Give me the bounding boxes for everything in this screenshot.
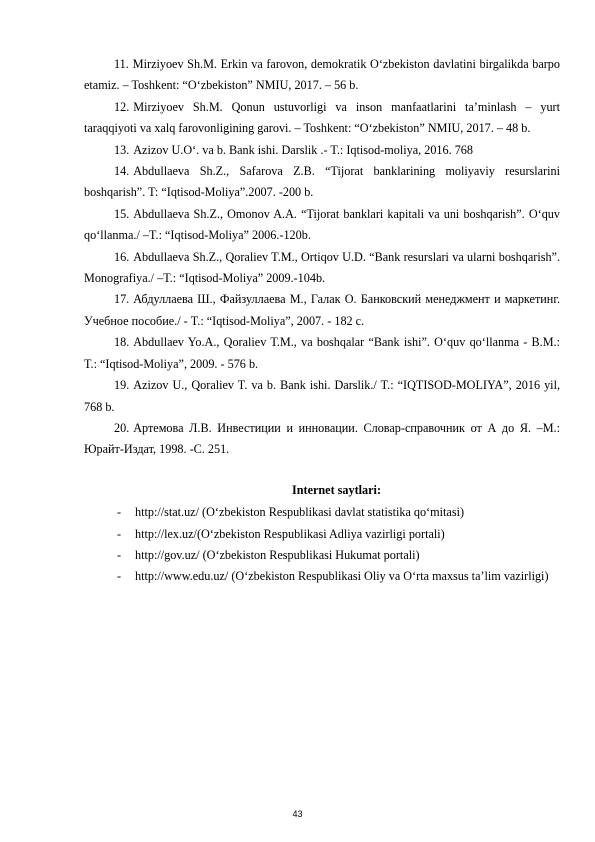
reference-number: 17.: [114, 292, 130, 307]
list-dash: -: [117, 526, 122, 541]
reference-item: [84, 204, 560, 247]
site-link[interactable]: http://gov.uz/ (O‘zbekiston Respublikasi Hukumat portali): [135, 547, 420, 562]
reference-text: Артемова Л.В. Инвестиции и инновации. Словар-справочник от А до Я. –М.: Юрайт-Издат, 1998. -С. 251.: [84, 420, 560, 457]
reference-number: 11.: [114, 57, 129, 71]
reference-item: [84, 375, 560, 418]
reference-number: 15.: [114, 206, 130, 221]
reference-number: 19.: [114, 378, 130, 393]
reference-number: 13.: [114, 142, 130, 157]
reference-number: 14.: [114, 164, 130, 179]
reference-item: [84, 418, 560, 461]
site-link[interactable]: http://www.edu.uz/ (O‘zbekiston Respublikasi Oliy va O‘rta maxsus ta’lim vazirligi): [135, 569, 549, 584]
reference-text: Abdullaev Yo.A., Qoraliev T.M., va boshqalar “Bank ishi”. O‘quv qo‘llanma - B.M.: T.: “Iqtisod-Moliya”, 2009. - 576 b.: [84, 335, 560, 371]
reference-text: Abdullaeva Sh.Z., Qoraliev T.M., Ortiqov U.D. “Bank resurslari va ularni boshqarish”. Monografiya./ –T.: “Iqtisod-Moliya” 2009.-104b.: [84, 249, 560, 286]
internet-site-item: [84, 524, 560, 545]
reference-item: [84, 247, 560, 290]
page-number: 43: [292, 809, 303, 819]
internet-site-item: [84, 502, 560, 523]
list-dash: -: [117, 569, 122, 584]
reference-text: Abdullaeva Sh.Z., Omonov A.A. “Tijorat banklari kapitali va uni boshqarish”. O‘quv qo‘llanma./ –T.: “Iqtisod-Moliya” 2006.-120b.: [84, 206, 560, 243]
internet-site-item: [84, 545, 560, 566]
reference-item: [84, 161, 560, 204]
reference-number: 12.: [114, 99, 130, 114]
reference-item: [84, 140, 560, 161]
reference-item: [84, 332, 560, 375]
reference-number: 20.: [114, 420, 130, 435]
list-dash: -: [117, 547, 122, 562]
reference-text: Абдуллаева Ш., Файзуллаева М., Галак О. Банковский менеджмент и маркетинг. Учебное пособие./ - T.: “Iqtisod-Moliya”, 2007. - 182 с.: [84, 292, 560, 328]
reference-item: [84, 97, 560, 140]
internet-site-item: [84, 566, 560, 587]
reference-text: Azizov U.O‘. va b. Bank ishi. Darslik .- T.: Iqtisod-moliya, 2016. 768: [133, 142, 473, 157]
reference-text: Mirziyoev Sh.M. Qonun ustuvorligi va inson manfaatlarini ta’minlash – yurt taraqqiyoti va xalq farovonligining garovi. – Toshkent: “O‘zbekiston” NMIU, 2017. – 48 b.: [84, 99, 560, 136]
site-link[interactable]: http://lex.uz/(O‘zbekiston Respublikasi Adliya vazirligi portali): [135, 526, 445, 541]
site-link[interactable]: http://stat.uz/ (O‘zbekiston Respublikasi davlat statistika qo‘mitasi): [135, 505, 465, 520]
internet-sites-heading: Internet saytlari:: [291, 482, 381, 497]
reference-text: Azizov U., Qoraliev T. va b. Bank ishi. Darslik./ T.: “IQTISOD-MOLIYA”, 2016 yil, 768 b.: [84, 378, 560, 414]
reference-number: 16.: [114, 249, 130, 264]
reference-text: Mirziyoev Sh.M. Erkin va farovon, demokratik O‘zbekiston davlatini birgalikda barpo etamiz. – Toshkent: “O‘zbekiston” NMIU, 2017. – 56 b.: [84, 57, 560, 93]
reference-item: [84, 289, 560, 332]
reference-item: [84, 54, 560, 97]
reference-number: 18.: [114, 335, 130, 350]
references-section: [84, 54, 560, 588]
list-dash: -: [117, 505, 122, 520]
reference-text: Abdullaeva Sh.Z., Safarova Z.B. “Tijorat banklarining moliyaviy resurslarini boshqarish”. T: “Iqtisod-Moliya”.2007. -200 b.: [84, 164, 560, 200]
